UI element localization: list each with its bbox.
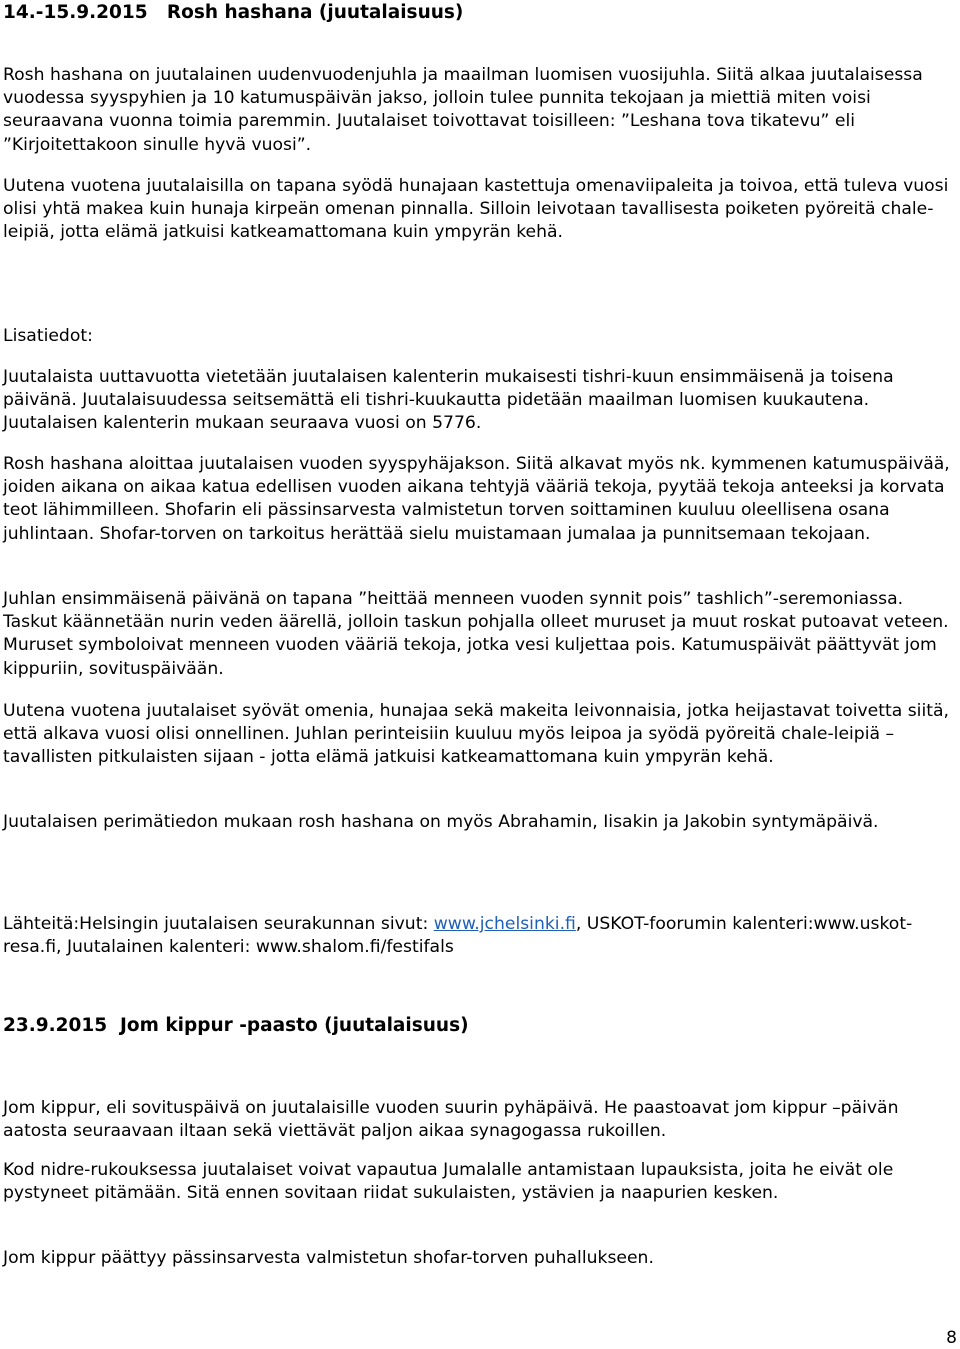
paragraph-calendar: Juutalaista uuttavuotta vietetään juutalaisen kalenterin mukaisesti tishri-kuun ensimmäisenä ja toisena päivänä. Juutalaisuudessa seitsemättä eli tishri-kuukautta pidetään maailman luomisen kuukautena. Juutalaisen kalenterin mukaan seuraava vuosi on 5776. [3,367,894,434]
page-number: 8 [946,1328,957,1348]
paragraph-new-year-food: Uutena vuotena juutalaiset syövät omenia, hunajaa sekä makeita leivonnaisia, jotka heijastavat toivetta siitä, että alkava vuosi olisi onnellinen. Juhlan perinteisiin kuuluu myös leipoa ja syödä pyöreitä chale-leipiä – tavallisten pitkulaisten sijaan - jotta elämä jatkuisi katkeamattomana kuin ympyrän kehä. [3,701,949,768]
paragraph-jom-kippur-end: Jom kippur päättyy pässinsarvesta valmistetun shofar-torven puhallukseen. [3,1248,654,1268]
section-heading-rosh-hashana: 14.-15.9.2015 Rosh hashana (juutalaisuus) [3,2,464,23]
sources-line [3,913,957,959]
section-heading-jom-kippur: 23.9.2015 Jom kippur -paasto (juutalaisuus) [3,1015,469,1036]
info-label: Lisatiedot: [3,326,93,346]
sources-prefix: Lähteitä:Helsingin juutalaisen seurakunnan sivut: [3,914,434,934]
jchelsinki-link[interactable]: www.jchelsinki.fi [433,914,576,934]
paragraph-autumn-holidays: Rosh hashana aloittaa juutalaisen vuoden syyspyhäjakson. Siitä alkavat myös nk. kymmenen katumuspäivää, joiden aikana on aikaa katua edellisen vuoden aikana tehtyjä vääriä tekoja, pyytää tekoja anteeksi ja korvata teot lähimmilleen. Shofarin eli pässinsarvesta valmistetun torven soittaminen kuuluu oleellisena osana juhlintaan. Shofar-torven on tarkoitus herättää sielu muistamaan jumalaa ja punnitsemaan tekojaan. [3,454,950,544]
paragraph-new-year-customs: Uutena vuotena juutalaisilla on tapana syödä hunajaan kastettuja omenaviipaleita ja toivoa, että tuleva vuosi olisi yhtä makea kuin hunaja kirpeän omenan pinnalla. Silloin leivotaan tavallisesta poiketen pyöreitä chale-leipiä, jotta elämä jatkuisi katkeamattomana kuin ympyrän kehä. [3,176,949,243]
paragraph-tashlich: Juhlan ensimmäisenä päivänä on tapana ”heittää menneen vuoden synnit pois” tashlich”-seremoniassa. Taskut käännetään nurin veden äärellä, jolloin taskun pohjalla olleet muruset ja muut roskat putoavat veteen. Muruset symboloivat menneen vuoden vääriä tekoja, jotka vesi kuljettaa pois. Katumuspäivät päättyvät jom kippuriin, sovituspäivään. [3,589,949,679]
paragraph-jom-kippur-intro: Jom kippur, eli sovituspäivä on juutalaisille vuoden suurin pyhäpäivä. He paastoavat jom kippur –päivän aatosta seuraavaan iltaan sekä viettävät paljon aikaa synagogassa rukoillen. [3,1098,899,1142]
sources-suffix: , USKOT-foorumin kalenteri:www.uskot-resa.fi, Juutalainen kalenteri: www.shalom.fi/festifals [3,914,913,958]
paragraph-birthdays: Juutalaisen perimätiedon mukaan rosh hashana on myös Abrahamin, Iisakin ja Jakobin syntymäpäivä. [3,812,879,832]
paragraph-rosh-hashana-intro: Rosh hashana on juutalainen uudenvuodenjuhla ja maailman luomisen vuosijuhla. Siitä alkaa juutalaisessa vuodessa syyspyhien ja 10 katumuspäivän jakso, jolloin tulee punnita tekojaan ja miettiä miten voisi seuraavana vuonna toimia paremmin. Juutalaiset toivottavat toisilleen: ”Leshana tova tikatevu” eli ”Kirjoitettakoon sinulle hyvä vuosi”. [3,65,923,155]
paragraph-kol-nidre: Kod nidre-rukouksessa juutalaiset voivat vapautua Jumalalle antamistaan lupauksista, joita he eivät ole pystyneet pitämään. Sitä ennen sovitaan riidat sukulaisten, ystävien ja naapurien kesken. [3,1160,894,1204]
